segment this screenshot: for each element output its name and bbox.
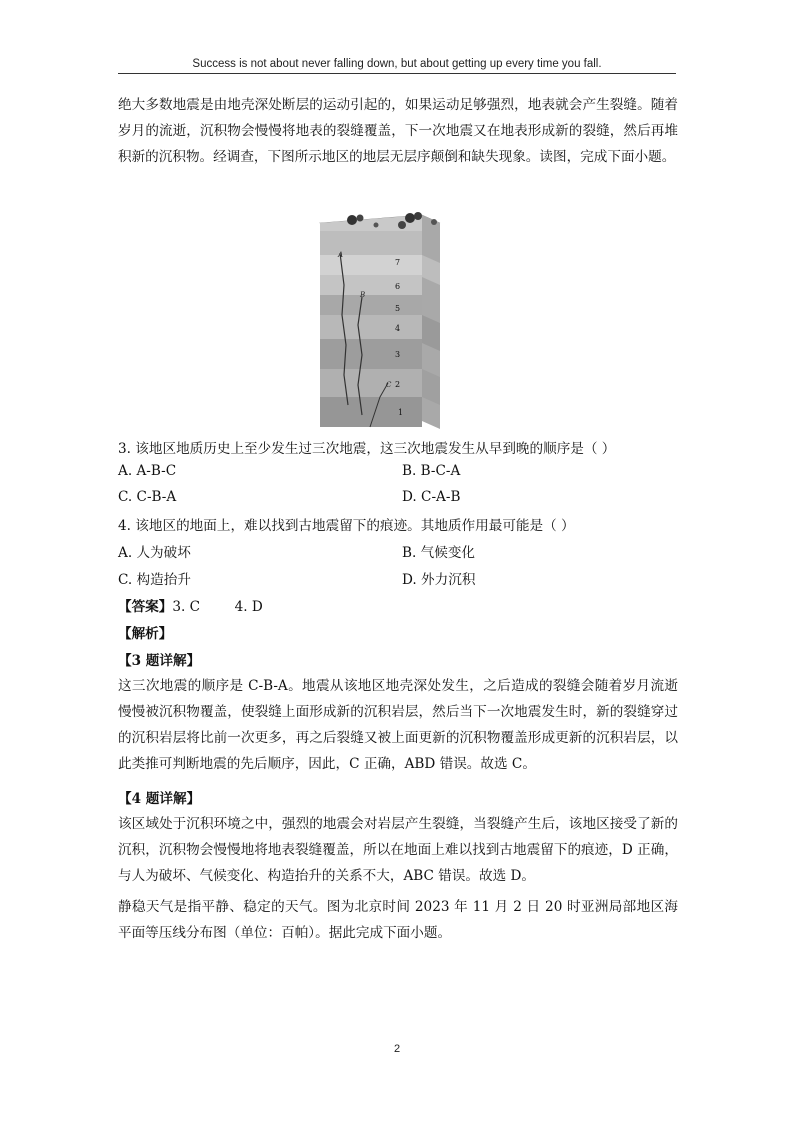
intro-paragraph: [118, 92, 678, 170]
layer-label-6: 6: [395, 282, 401, 291]
layer-label-3: 3: [395, 350, 401, 359]
analysis-tag: 【解析】: [118, 626, 173, 642]
fault-label-a: A: [338, 251, 344, 259]
answer-line: [118, 595, 263, 615]
q3-option-c: C. C-B-A: [118, 489, 177, 505]
layer-label-2: 2: [395, 380, 401, 389]
header-divider: [118, 73, 676, 74]
answer-text: 3. C 4. D: [172, 599, 263, 615]
q3-option-d: D. C-A-B: [402, 489, 461, 505]
q3-detail-tag: 【3 题详解】: [118, 653, 201, 669]
intro-text: 绝大多数地震是由地壳深处断层的运动引起的，如果运动足够强烈，地表就会产生裂缝。随着岁月的流逝，沉积物会慢慢将地表的裂缝覆盖，下一次地震又在地表形成新的裂缝，然后再堆积新的沉积物。经调查，下图所示地区的地层无层序颠倒和缺失现象。读图，完成下面小题。: [118, 97, 678, 165]
q4-option-d: D. 外力沉积: [402, 572, 476, 588]
next-intro-block: [118, 894, 678, 946]
q4-detail-tag: 【4 题详解】: [118, 791, 201, 807]
q3-option-b: B. B-C-A: [402, 463, 461, 479]
question-4-stem: 4. 该地区的地面上，难以找到古地震留下的痕迹。其地质作用最可能是（ ）: [118, 518, 575, 534]
layer-label-4: 4: [395, 324, 401, 333]
q4-detail-block: [118, 811, 678, 889]
q3-option-a: A. A-B-C: [118, 463, 177, 479]
next-intro-text: 静稳天气是指平静、稳定的天气。图为北京时间 2023 年 11 月 2 日 20 时亚洲局部地区海平面等压线分布图（单位：百帕）。据此完成下面小题。: [118, 899, 678, 941]
q3-detail-text: 这三次地震的顺序是 C-B-A。地震从该地区地壳深处发生，之后造成的裂缝会随着岁月流逝慢慢被沉积物覆盖，使裂缝上面形成新的沉积岩层，然后当下一次地震发生时，新的裂缝穿过的沉积岩层将比前一次更多，再之后裂缝又被上面更新的沉积物覆盖形成更新的沉积岩层，以此类推可判断地震的先后顺序，因此，C 正确，ABD 错误。故选 C。: [118, 678, 678, 772]
page-header: Success is not about never falling down, but about getting up every time you fall.: [192, 58, 602, 70]
layer-label-1: 1: [398, 408, 404, 417]
page-number: 2: [393, 1043, 401, 1055]
answer-tag: 【答案】: [118, 599, 173, 615]
q4-detail-text: 该区域处于沉积环境之中，强烈的地震会对岩层产生裂缝，当裂缝产生后，该地区接受了新的沉积，沉积物会慢慢地将地表裂缝覆盖，所以在地面上难以找到古地震留下的痕迹，D 正确，与人为破坏、气候变化、构造抬升的关系不大，ABC 错误。故选 D。: [118, 816, 678, 884]
q3-detail-block: [118, 673, 678, 777]
q4-option-a: A. 人为破坏: [118, 545, 191, 561]
fault-label-c: C: [386, 381, 392, 389]
question-3-stem: 3. 该地区地质历史上至少发生过三次地震，这三次地震发生从早到晚的顺序是（ ）: [118, 441, 616, 457]
q4-option-c: C. 构造抬升: [118, 572, 191, 588]
q4-option-b: B. 气候变化: [402, 545, 476, 561]
layer-label-5: 5: [395, 304, 401, 313]
fault-label-b: B: [360, 291, 366, 299]
layer-label-7: 7: [395, 258, 401, 267]
strata-block-figure: [318, 205, 442, 431]
